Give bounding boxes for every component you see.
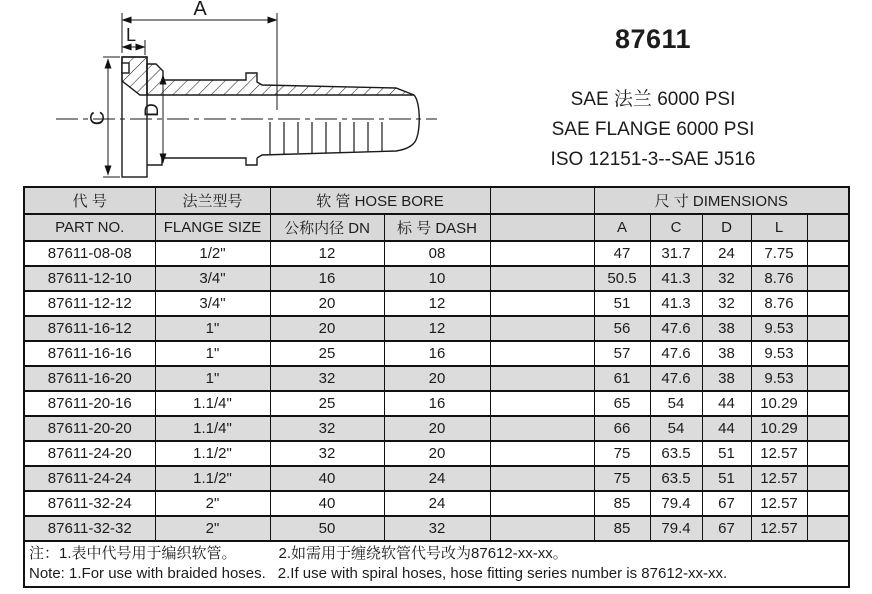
col-header-dim-l: L xyxy=(751,214,807,241)
cell-flange-size: 1.1/4" xyxy=(155,391,270,416)
col-header-dash: 标 号 DASH xyxy=(384,214,490,241)
cell-spacer1 xyxy=(490,366,594,391)
cell-spacer1 xyxy=(490,266,594,291)
cell-part-no: 87611-20-20 xyxy=(24,416,155,441)
cell-a: 75 xyxy=(594,441,650,466)
cell-c: 31.7 xyxy=(650,241,702,266)
cell-c: 54 xyxy=(650,391,702,416)
cell-l: 12.57 xyxy=(751,441,807,466)
cell-a: 85 xyxy=(594,516,650,541)
cell-dn: 40 xyxy=(270,466,384,491)
col-header-dim-d: D xyxy=(702,214,751,241)
cell-a: 56 xyxy=(594,316,650,341)
cell-dn: 20 xyxy=(270,291,384,316)
cell-spacer2 xyxy=(807,516,849,541)
table-row xyxy=(24,366,849,391)
cell-flange-size: 1" xyxy=(155,341,270,366)
col-header-spacer xyxy=(490,214,594,241)
cell-spacer2 xyxy=(807,416,849,441)
table-row xyxy=(24,241,849,266)
cell-flange-size: 1.1/2" xyxy=(155,441,270,466)
cell-spacer2 xyxy=(807,241,849,266)
cell-flange-size: 2" xyxy=(155,516,270,541)
cell-dn: 20 xyxy=(270,316,384,341)
col-header-part-no-en: PART NO. xyxy=(24,214,155,241)
table-row xyxy=(24,491,849,516)
cell-c: 47.6 xyxy=(650,316,702,341)
cell-part-no: 87611-08-08 xyxy=(24,241,155,266)
cell-dn: 32 xyxy=(270,441,384,466)
cell-d: 67 xyxy=(702,491,751,516)
table-row xyxy=(24,466,849,491)
cell-flange-size: 1" xyxy=(155,316,270,341)
cell-a: 51 xyxy=(594,291,650,316)
cell-dash: 20 xyxy=(384,366,490,391)
cell-a: 65 xyxy=(594,391,650,416)
cell-a: 61 xyxy=(594,366,650,391)
table-row xyxy=(24,516,849,541)
cell-spacer1 xyxy=(490,516,594,541)
cell-spacer1 xyxy=(490,416,594,441)
cell-part-no: 87611-16-16 xyxy=(24,341,155,366)
cell-spacer1 xyxy=(490,241,594,266)
dim-label-c: C xyxy=(87,110,109,126)
cell-d: 44 xyxy=(702,416,751,441)
cell-a: 50.5 xyxy=(594,266,650,291)
cell-dash: 12 xyxy=(384,316,490,341)
cell-spacer1 xyxy=(490,391,594,416)
note-cn-2: 2.如需用于缠绕软管代号改为87612-xx-xx。 xyxy=(278,545,568,562)
cell-flange-size: 2" xyxy=(155,491,270,516)
cell-d: 38 xyxy=(702,366,751,391)
dim-label-a: A xyxy=(193,0,207,20)
col-group-dimensions: 尺 寸 DIMENSIONS xyxy=(594,187,849,214)
table-body xyxy=(24,241,849,541)
cell-dash: 20 xyxy=(384,441,490,466)
cell-a: 66 xyxy=(594,416,650,441)
cell-d: 51 xyxy=(702,466,751,491)
cell-dn: 25 xyxy=(270,341,384,366)
cell-l: 7.75 xyxy=(751,241,807,266)
cell-a: 57 xyxy=(594,341,650,366)
cell-c: 63.5 xyxy=(650,441,702,466)
cell-c: 47.6 xyxy=(650,341,702,366)
cell-dash: 16 xyxy=(384,341,490,366)
cell-dn: 32 xyxy=(270,366,384,391)
cell-part-no: 87611-24-24 xyxy=(24,466,155,491)
cell-part-no: 87611-16-12 xyxy=(24,316,155,341)
cell-spacer2 xyxy=(807,491,849,516)
cell-dash: 24 xyxy=(384,466,490,491)
cell-l: 12.57 xyxy=(751,516,807,541)
subtitle-en: SAE FLANGE 6000 PSI xyxy=(551,119,755,140)
cell-c: 79.4 xyxy=(650,516,702,541)
header-row-en xyxy=(24,214,849,241)
cell-c: 41.3 xyxy=(650,291,702,316)
cell-d: 44 xyxy=(702,391,751,416)
cell-dash: 08 xyxy=(384,241,490,266)
table-row xyxy=(24,416,849,441)
cell-spacer1 xyxy=(490,441,594,466)
cell-part-no: 87611-20-16 xyxy=(24,391,155,416)
cell-flange-size: 1.1/4" xyxy=(155,416,270,441)
table-row xyxy=(24,291,849,316)
cell-part-no: 87611-32-32 xyxy=(24,516,155,541)
col-header-dn: 公称内径 DN xyxy=(270,214,384,241)
cell-spacer1 xyxy=(490,291,594,316)
cell-spacer2 xyxy=(807,441,849,466)
cell-d: 24 xyxy=(702,241,751,266)
cell-flange-size: 1/2" xyxy=(155,241,270,266)
cell-l: 10.29 xyxy=(751,391,807,416)
cell-d: 38 xyxy=(702,316,751,341)
cell-d: 38 xyxy=(702,341,751,366)
cell-dash: 32 xyxy=(384,516,490,541)
cell-a: 75 xyxy=(594,466,650,491)
cell-spacer1 xyxy=(490,341,594,366)
cell-l: 9.53 xyxy=(751,341,807,366)
cell-spacer1 xyxy=(490,491,594,516)
cell-l: 9.53 xyxy=(751,316,807,341)
cell-a: 85 xyxy=(594,491,650,516)
cell-l: 8.76 xyxy=(751,291,807,316)
col-header-dim-a: A xyxy=(594,214,650,241)
cell-d: 67 xyxy=(702,516,751,541)
table-row xyxy=(24,341,849,366)
cell-dash: 20 xyxy=(384,416,490,441)
note-line-cn xyxy=(29,544,844,564)
cell-flange-size: 1" xyxy=(155,366,270,391)
spec-table xyxy=(23,186,850,588)
table-row xyxy=(24,266,849,291)
cell-d: 51 xyxy=(702,441,751,466)
note-en-2: 2.If use with spiral hoses, hose fitting series number is 87612-xx-xx. xyxy=(277,565,728,582)
cell-dn: 12 xyxy=(270,241,384,266)
col-header-flange-size-en: FLANGE SIZE xyxy=(155,214,270,241)
note-en-1: Note: 1.For use with braided hoses. xyxy=(29,565,266,582)
header-row-cn xyxy=(24,187,849,214)
barb-rings xyxy=(270,122,382,154)
cell-spacer2 xyxy=(807,341,849,366)
cell-l: 8.76 xyxy=(751,266,807,291)
cell-spacer2 xyxy=(807,366,849,391)
cell-d: 32 xyxy=(702,266,751,291)
cell-part-no: 87611-32-24 xyxy=(24,491,155,516)
note-line-en xyxy=(29,564,844,584)
notes-cell xyxy=(24,541,849,587)
cell-dash: 16 xyxy=(384,391,490,416)
cell-dn: 50 xyxy=(270,516,384,541)
fitting-technical-drawing xyxy=(0,0,440,190)
note-cn-1: 注：1.表中代号用于编织软管。 xyxy=(29,545,237,562)
cell-c: 54 xyxy=(650,416,702,441)
title-block xyxy=(438,24,868,175)
dim-label-d: D xyxy=(142,103,163,117)
cell-dn: 32 xyxy=(270,416,384,441)
col-group-hose-bore: 软 管 HOSE BORE xyxy=(270,187,490,214)
cell-dash: 24 xyxy=(384,491,490,516)
cell-flange-size: 1.1/2" xyxy=(155,466,270,491)
body-section-hatch xyxy=(147,64,414,95)
table-row xyxy=(24,391,849,416)
cell-spacer1 xyxy=(490,466,594,491)
cell-d: 32 xyxy=(702,291,751,316)
cell-c: 47.6 xyxy=(650,366,702,391)
col-header-spacer xyxy=(490,187,594,214)
page-title: 87611 xyxy=(614,24,692,54)
cell-c: 79.4 xyxy=(650,491,702,516)
cell-spacer2 xyxy=(807,391,849,416)
cell-dn: 25 xyxy=(270,391,384,416)
cell-part-no: 87611-24-20 xyxy=(24,441,155,466)
dim-label-l: L xyxy=(125,25,137,45)
cell-l: 12.57 xyxy=(751,491,807,516)
cell-dn: 16 xyxy=(270,266,384,291)
cell-dn: 40 xyxy=(270,491,384,516)
col-header-trailing xyxy=(807,214,849,241)
cell-l: 9.53 xyxy=(751,366,807,391)
table-row xyxy=(24,441,849,466)
cell-flange-size: 3/4" xyxy=(155,266,270,291)
cell-dash: 12 xyxy=(384,291,490,316)
cell-part-no: 87611-16-20 xyxy=(24,366,155,391)
cell-flange-size: 3/4" xyxy=(155,291,270,316)
cell-dash: 10 xyxy=(384,266,490,291)
table-row xyxy=(24,316,849,341)
cell-spacer2 xyxy=(807,316,849,341)
cell-a: 47 xyxy=(594,241,650,266)
cell-c: 63.5 xyxy=(650,466,702,491)
col-header-dim-c: C xyxy=(650,214,702,241)
cell-part-no: 87611-12-12 xyxy=(24,291,155,316)
cell-l: 10.29 xyxy=(751,416,807,441)
subtitle-cn: SAE 法兰 6000 PSI xyxy=(570,89,736,110)
cell-spacer2 xyxy=(807,266,849,291)
flange-groove xyxy=(122,63,129,73)
barb-lower-profile xyxy=(257,143,414,158)
cell-c: 41.3 xyxy=(650,266,702,291)
cell-l: 12.57 xyxy=(751,466,807,491)
notes-row xyxy=(24,541,849,587)
cell-part-no: 87611-12-10 xyxy=(24,266,155,291)
col-header-flange-size-cn: 法兰型号 xyxy=(155,187,270,214)
cell-spacer2 xyxy=(807,291,849,316)
cell-spacer1 xyxy=(490,316,594,341)
col-header-part-no-cn: 代 号 xyxy=(24,187,155,214)
cell-spacer2 xyxy=(807,466,849,491)
subtitle-standard: ISO 12151-3--SAE J516 xyxy=(550,149,756,170)
